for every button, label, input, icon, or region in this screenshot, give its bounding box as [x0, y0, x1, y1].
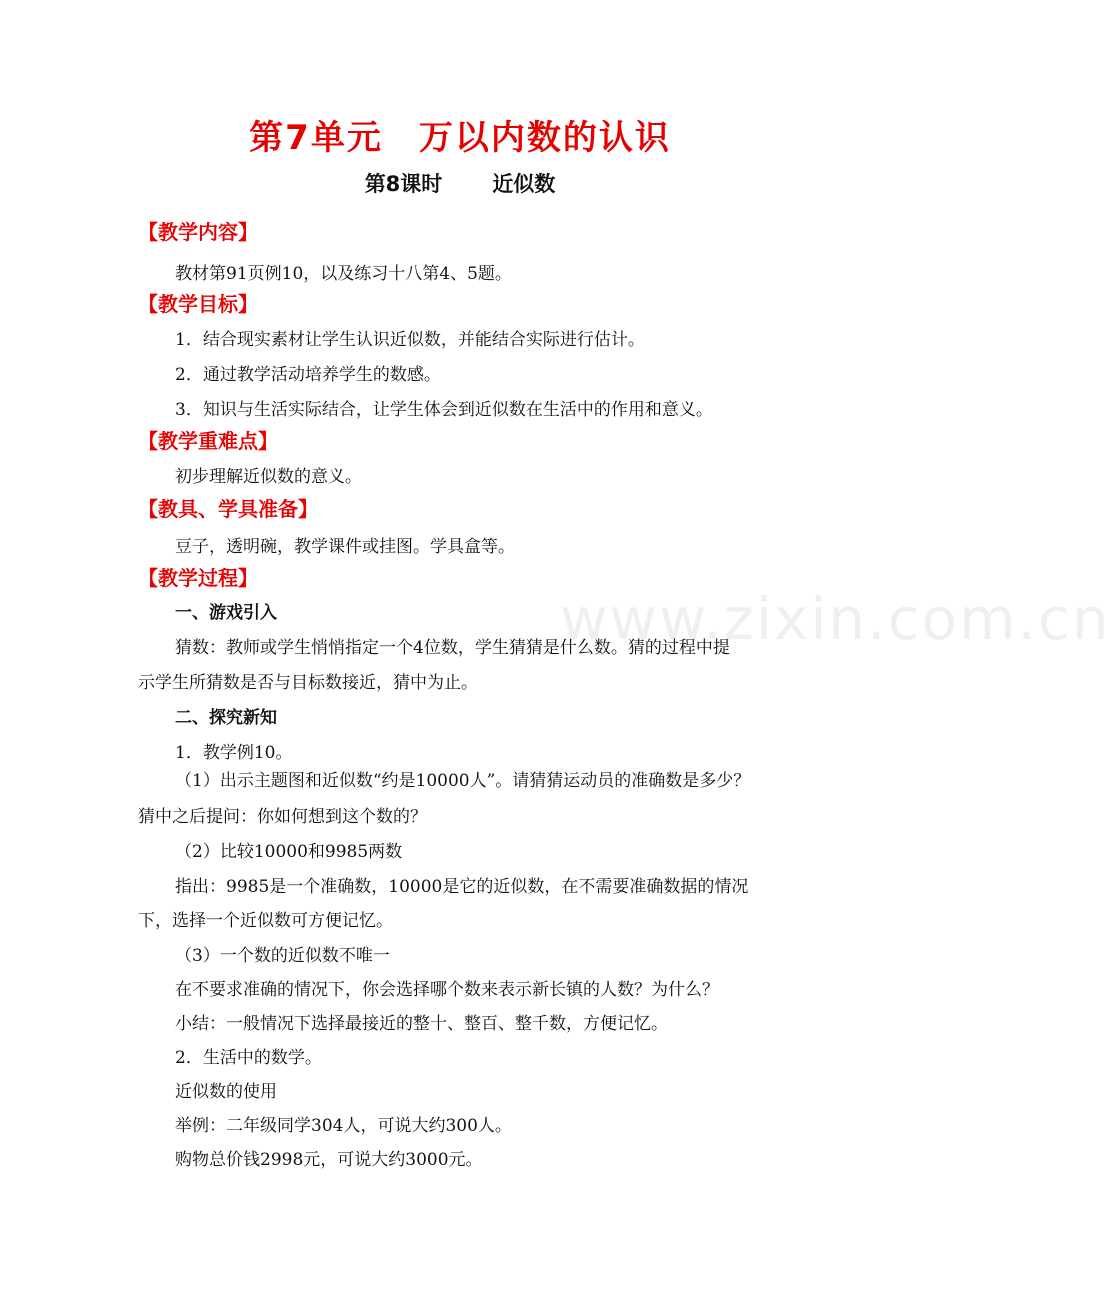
- lesson-subtitle: [0, 168, 920, 198]
- tools-text: 豆子，透明碗，教学课件或挂图。学具盒等。: [175, 537, 515, 557]
- step-2-note-line: 指出：9985是一个准确数，10000是它的近似数，在不需要准确数据的情况: [175, 877, 749, 897]
- part1-text-line: 示学生所猜数是否与目标数接近，猜中为止。: [138, 673, 478, 693]
- step-2-note-line: 下，选择一个近似数可方便记忆。: [138, 911, 393, 931]
- goals-heading: 【教学目标】: [138, 292, 258, 316]
- key-heading: 【教学重难点】: [138, 429, 278, 453]
- page-title: 第7单元 万以内数的认识: [249, 118, 671, 158]
- item-2: 2．生活中的数学。: [175, 1048, 322, 1068]
- usage-label: 近似数的使用: [175, 1082, 277, 1102]
- step-3: （3）一个数的近似数不唯一: [175, 946, 390, 966]
- example-1: 举例：二年级同学304人，可说大约300人。: [175, 1116, 512, 1136]
- goal-item: 3．知识与生活实际结合，让学生体会到近似数在生活中的作用和意义。: [175, 400, 713, 420]
- step-1-line: 猜中之后提问：你如何想到这个数的？: [138, 807, 427, 827]
- part1-text-line: 猜数：教师或学生悄悄指定一个4位数，学生猜猜是什么数。猜的过程中提: [175, 638, 730, 658]
- goal-item: 2．通过教学活动培养学生的数感。: [175, 365, 441, 385]
- content-text: 教材第91页例10，以及练习十八第4、5题。: [175, 264, 512, 284]
- item-1: 1．教学例10。: [175, 743, 293, 763]
- summary: 小结：一般情况下选择最接近的整十、整百、整千数，方便记忆。: [175, 1014, 668, 1034]
- step-2: （2）比较10000和9985两数: [175, 842, 403, 862]
- part1-title: 一、游戏引入: [175, 603, 277, 623]
- content-heading: 【教学内容】: [138, 220, 258, 244]
- step-3-question: 在不要求准确的情况下，你会选择哪个数来表示新长镇的人数？为什么？: [175, 980, 719, 1000]
- watermark: www.zixin.com.cn: [560, 585, 1111, 653]
- key-text: 初步理解近似数的意义。: [175, 467, 362, 487]
- process-heading: 【教学过程】: [138, 566, 258, 590]
- tools-heading: 【教具、学具准备】: [138, 497, 318, 521]
- goal-item: 1．结合现实素材让学生认识近似数，并能结合实际进行估计。: [175, 330, 645, 350]
- step-1-line: （1）出示主题图和近似数“约是10000人”。请猜猜运动员的准确数是多少？: [175, 771, 751, 791]
- lesson-name: 近似数: [492, 172, 556, 196]
- lesson-number: 第8课时: [364, 172, 443, 196]
- example-2: 购物总价钱2998元，可说大约3000元。: [175, 1150, 483, 1170]
- part2-title: 二、探究新知: [175, 708, 277, 728]
